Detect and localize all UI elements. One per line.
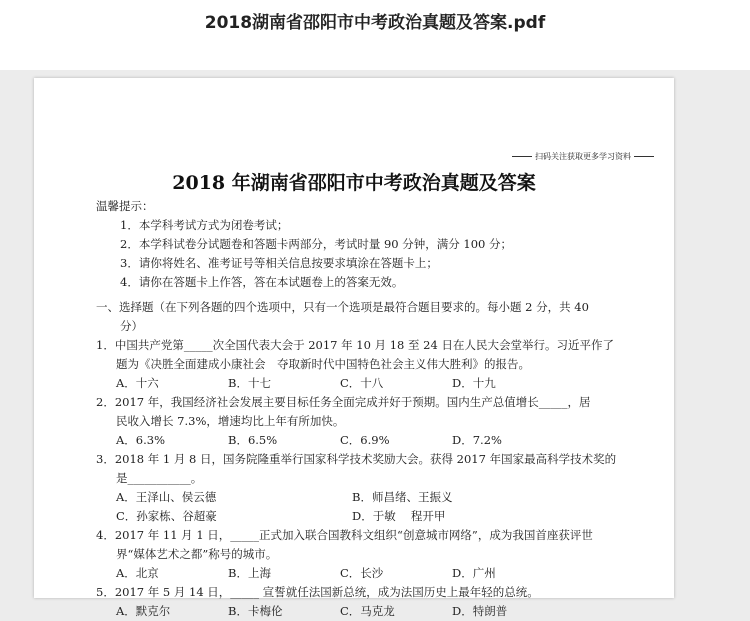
document-body xyxy=(96,197,656,621)
option: D．于敏 程开甲 xyxy=(352,509,446,523)
section-heading-cont: 分） xyxy=(120,319,143,333)
option: B．师昌绪、王振义 xyxy=(352,490,453,504)
qr-note xyxy=(512,151,654,162)
option-row xyxy=(96,488,656,507)
option: A．十六 xyxy=(116,376,159,390)
option-row xyxy=(96,374,656,393)
option: A．默克尔 xyxy=(116,604,171,618)
option: A．6.3% xyxy=(116,433,166,447)
option: A．王泽山、侯云德 xyxy=(116,490,217,504)
file-title: 2018湖南省邵阳市中考政治真题及答案.pdf xyxy=(204,13,546,33)
option: A．北京 xyxy=(116,566,159,580)
option: B．十七 xyxy=(228,376,271,390)
question-text: 是___________。 xyxy=(116,471,203,485)
option: C．十八 xyxy=(340,376,384,390)
question-text: 2．2017 年，我国经济社会发展主要目标任务全面完成并好于预期。国内生产总值增长_____，居 xyxy=(96,395,591,409)
option: C．马克龙 xyxy=(340,604,395,618)
tip-item: 2．本学科试卷分试题卷和答题卡两部分，考试时量 90 分钟，满分 100 分； xyxy=(120,237,513,251)
option: C．6.9% xyxy=(340,433,390,447)
option-row xyxy=(96,602,656,621)
tip-item: 4．请你在答题卡上作答，答在本试题卷上的答案无效。 xyxy=(120,275,404,289)
option: D．广州 xyxy=(452,566,496,580)
option: C．长沙 xyxy=(340,566,384,580)
divider xyxy=(634,156,654,157)
option: C．孙家栋、谷超豪 xyxy=(116,509,217,523)
question-text: 3．2018 年 1 月 8 日，国务院隆重举行国家科学技术奖励大会。获得 2017 年国家最高科学技术奖的 xyxy=(96,452,617,466)
question xyxy=(96,526,656,583)
option: D．十九 xyxy=(452,376,496,390)
option: D．特朗普 xyxy=(452,604,508,618)
question xyxy=(96,583,656,621)
option: B．卡梅伦 xyxy=(228,604,283,618)
divider xyxy=(512,156,532,157)
document-title: 2018 年湖南省邵阳市中考政治真题及答案 xyxy=(172,172,536,194)
tips-heading: 温馨提示： xyxy=(96,199,154,213)
question-text: 5．2017 年 5 月 14 日，_____ 宣誓就任法国新总统，成为法国历史上最年轻的总统。 xyxy=(96,585,539,599)
question xyxy=(96,450,656,526)
question xyxy=(96,393,656,450)
viewer-header xyxy=(0,0,750,70)
option: B．6.5% xyxy=(228,433,278,447)
tip-item: 1．本学科考试方式为闭卷考试； xyxy=(120,218,289,232)
option-row xyxy=(96,564,656,583)
section-heading: 一、选择题（在下列各题的四个选项中，只有一个选项是最符合题目要求的。每小题 2 分，共 40 xyxy=(96,300,589,314)
qr-note-text: 扫码关注获取更多学习资料 xyxy=(535,152,631,161)
question xyxy=(96,336,656,393)
question-text: 4．2017 年 11 月 1 日，_____正式加入联合国教科文组织“创意城市网络”，成为我国首座获评世 xyxy=(96,528,593,542)
option: D．7.2% xyxy=(452,433,502,447)
question-text: 民收入增长 7.3%，增速均比上年有所加快。 xyxy=(116,414,345,428)
option-row xyxy=(96,507,656,526)
question-text: 题为《决胜全面建成小康社会 夺取新时代中国特色社会主义伟大胜利》的报告。 xyxy=(116,357,530,371)
option-row xyxy=(96,431,656,450)
question-text: 1．中国共产党第_____次全国代表大会于 2017 年 10 月 18 至 24 日在人民大会堂举行。习近平作了 xyxy=(96,338,614,352)
question-text: 界“媒体艺术之都”称号的城市。 xyxy=(116,547,278,561)
tip-item: 3．请你将姓名、准考证号等相关信息按要求填涂在答题卡上； xyxy=(120,256,438,270)
option: B．上海 xyxy=(228,566,271,580)
